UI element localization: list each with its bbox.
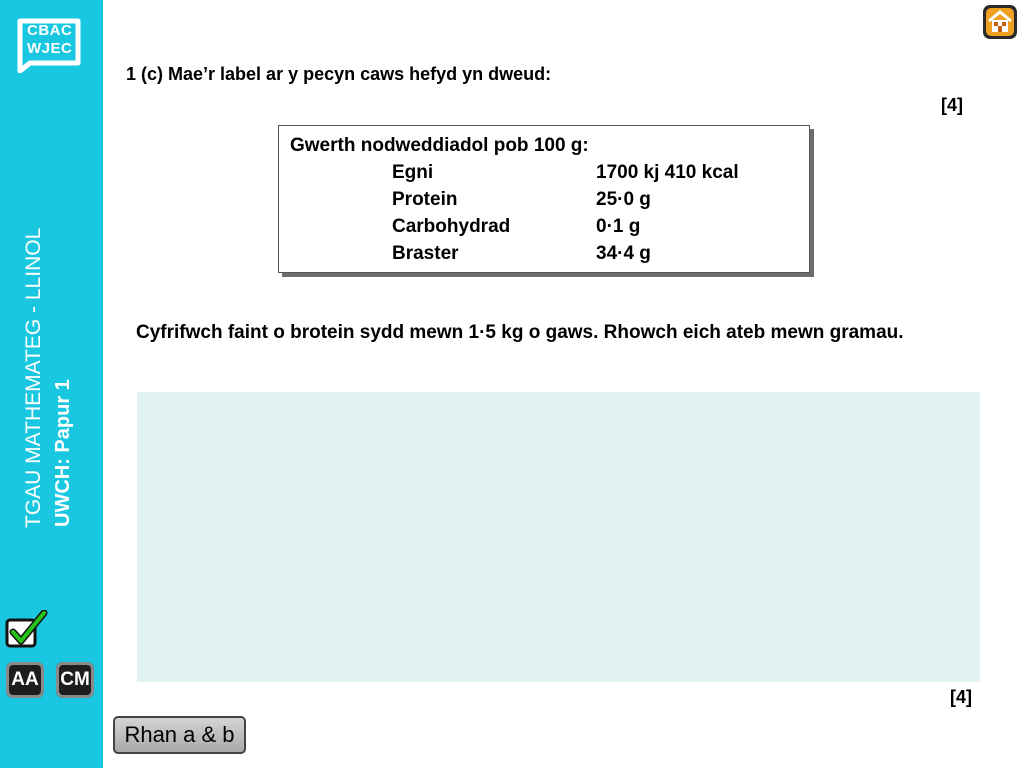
logo-text — [27, 22, 72, 58]
sidebar — [0, 0, 103, 768]
nutrient-name: Braster — [392, 243, 459, 264]
nutrient-name: Carbohydrad — [392, 216, 511, 237]
level-cm-button[interactable]: CM — [56, 662, 94, 698]
logo-line-cbac: CBAC — [27, 22, 73, 39]
nutrient-value: 34·4 g — [596, 243, 651, 264]
nutrient-value: 25·0 g — [596, 189, 651, 210]
nutrient-value: 0·1 g — [596, 216, 641, 237]
part-a-b-button[interactable]: Rhan a & b — [113, 716, 246, 754]
marks-top: [4] — [941, 95, 963, 115]
paper-title: UWCH: Papur 1 — [52, 379, 74, 527]
question-instruction: Cyfrifwch faint o brotein sydd mewn 1·5 kg o gaws. Rhowch eich ateb mewn gramau. — [136, 322, 904, 343]
nutrient-name: Protein — [392, 189, 458, 210]
logo-line-wjec: WJEC — [27, 40, 73, 57]
question-title: 1 (c) Mae’r label ar y pecyn caws hefyd yn dweud: — [126, 64, 552, 84]
answer-area[interactable] — [137, 392, 980, 682]
checkbox-tick-icon[interactable] — [4, 610, 48, 650]
level-aa-button[interactable]: AA — [6, 662, 44, 698]
nutrition-label — [278, 125, 810, 273]
nutrient-name: Egni — [392, 162, 434, 183]
marks-bottom: [4] — [950, 687, 972, 707]
course-title: TGAU MATHEMATEG - LLINOL — [22, 227, 45, 528]
home-icon[interactable] — [982, 4, 1018, 40]
nutrient-value: 1700 kj 410 kcal — [596, 162, 739, 183]
nutrition-heading: Gwerth nodweddiadol pob 100 g: — [290, 135, 589, 156]
